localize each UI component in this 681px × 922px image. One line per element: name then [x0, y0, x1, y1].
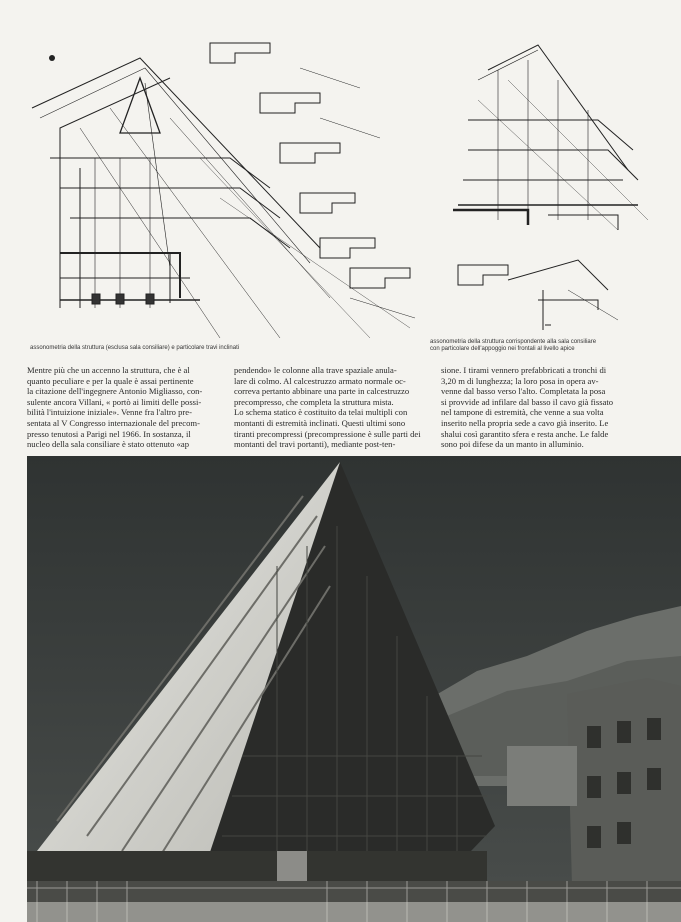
column-line: shalui così garantito sfera e resta anche. Le falde [441, 428, 609, 439]
column-line: venne dal basso verso l'alto. Completata la posa [441, 386, 606, 397]
column-line: nucleo della sala consiliare è stato ottenuto «ap [27, 439, 190, 450]
axonometric-drawing-main [20, 38, 440, 338]
column-line: si provvide ad infilare dal basso il cavo già fissato [441, 396, 614, 407]
column-line: montanti di estremità inclinati. Questi ultimi sono [234, 417, 406, 428]
column-line: sono poi difese da un manto in alluminio. [441, 439, 584, 450]
column-line: 3,20 m di lunghezza; la loro posa in opera av- [441, 375, 599, 386]
column-line: inserito nella propria sede a cavo già inserito. Le [441, 417, 609, 428]
caption-left: assonometria della struttura (esclusa sala consiliare) e particolare travi inclinati [30, 345, 240, 351]
column-line: presso tenutosi a Parigi nel 1966. In sostanza, il [27, 428, 191, 439]
column-line: sentata al V Congresso internazionale del precom- [27, 417, 200, 428]
column-line: Lo schema statico è costituito da telai multipli con [234, 407, 408, 418]
column-line: sione. I tirami vennero prefabbricati a tronchi di [441, 365, 607, 375]
column-line: quanto peculiare e per la quale è assai pertinente [27, 375, 194, 386]
column-line: nel tampone di estremità, che venne a sua volta [441, 407, 604, 418]
column-line: Mentre più che un accenno la struttura, che è al [27, 365, 190, 375]
column-line: precompresso, che completa la struttura mista. [234, 396, 394, 407]
text-column-1 [27, 365, 224, 455]
column-line: la citazione dell'ingegnere Antonio Migliasso, con- [27, 386, 203, 397]
axonometric-drawing-sala-consiliare [448, 40, 658, 335]
column-line: bilità l'intuizione iniziale». Venne fra l'altro pre- [27, 407, 192, 418]
column-line: tiranti precompressi (precompressione è sulle parti dei [234, 428, 421, 439]
column-line: sulente ancora Villani, « portò ai limiti delle possi- [27, 396, 202, 407]
column-line: correva pertanto abbinare una parte in calcestruzzo [234, 386, 410, 397]
building-photograph [27, 456, 681, 922]
text-column-3 [441, 365, 641, 455]
caption-right-line1: assonometria della struttura corrispondente alla sala consiliare [430, 339, 597, 345]
column-line: lare di colmo. Al calcestruzzo armato normale oc- [234, 375, 406, 386]
caption-right-line2: con particolare dell'appoggio nei frontali al livello apice [430, 346, 575, 352]
column-line: pendendo» le colonne alla trave spaziale anula- [234, 365, 397, 375]
column-line: montanti del travi portanti), mediante post-ten- [234, 439, 396, 450]
text-column-2 [234, 365, 430, 455]
